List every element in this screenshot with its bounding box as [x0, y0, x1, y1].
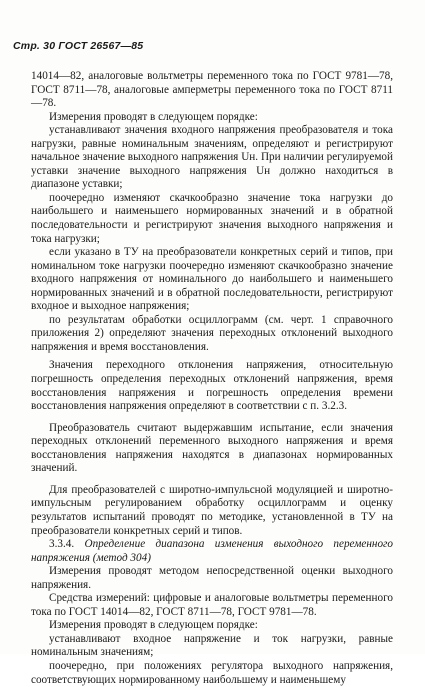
paragraph: 14014—82, аналоговые вольтметры переменного тока по ГОСТ 9781—78, ГОСТ 8711—78, аналоговые амперметры переменного тока по ГОСТ 8711—78.	[31, 70, 393, 110]
paragraph: Измерения проводят в следующем порядке:	[49, 110, 258, 123]
document-body	[31, 70, 393, 687]
paragraph: устанавливают входное напряжение и ток нагрузки, равные номинальным значениям;	[31, 632, 393, 659]
paragraph: Значения переходного отклонения напряжения, относительную погрешность определения переходных отклонений напряжения, время восстановления напряжения и погрешность определения времени восстановления напряжения определяют в соответствии с п. 3.2.3.	[31, 359, 393, 413]
paragraph: Измерения проводят методом непосредственной оценки выходного напряжения.	[31, 565, 393, 591]
paragraph: по результатам обработки осциллограмм (см. черт. 1 справочного приложения 2) определяют значения переходных отклонений выходного напряжения и время восстановления.	[31, 313, 393, 353]
section-title: Определение диапазона изменения выходного переменного напряжения (метод 304)	[31, 538, 394, 564]
paragraph: поочередно, при положениях регулятора выходного напряжения, соответствующих нормированному наибольшему и наименьшему	[31, 659, 393, 686]
paragraph: поочередно изменяют скачкообразно значение тока нагрузки до наибольшего и наименьшего нормированных значений и в обратной последовательности и регистрируют значения выходного напряжения и тока нагрузки;	[31, 191, 393, 245]
paragraph: Преобразователь считают выдержавшим испытание, если значения переходных отклонений переменного выходного напряжения и время восстановления напряжения находятся в диапазонах нормированных значений.	[31, 421, 393, 475]
paragraph: Средства измерений: цифровые и аналоговые вольтметры переменного тока по ГОСТ 14014—82, ГОСТ 8711—78, ГОСТ 9781—78.	[31, 592, 393, 618]
section-heading	[31, 538, 393, 565]
paragraph: Измерения проводят в следующем порядке:	[49, 619, 258, 632]
paragraph: Для преобразователей с широтно-импульсной модуляцией и широтно-импульсным регулированием обработку осциллограмм и оценку результатов испытаний проводят по методике, установленной в ТУ на преобразователи конкретных серий и типов.	[31, 483, 393, 537]
section-number: 3.3.4.	[49, 538, 85, 551]
paragraph: если указано в ТУ на преобразователи конкретных серий и типов, при номинальном токе нагрузки поочередно изменяют скачкообразно значение входного напряжения от номинального до наибольшего и наименьшего нормированных значений и в обратной последовательности, регистрируют входное и выходное напряжения;	[31, 246, 393, 313]
paragraph: устанавливают значения входного напряжения преобразователя и тока нагрузки, равные номинальным значениям, определяют и регистрируют начальное значение выходного напряжения Uн. При наличии регулируемой уставки значение выходного напряжения Uн должно находиться в диапазоне уставки;	[31, 124, 393, 191]
page-header: Стр. 30 ГОСТ 26567—85	[13, 40, 144, 52]
